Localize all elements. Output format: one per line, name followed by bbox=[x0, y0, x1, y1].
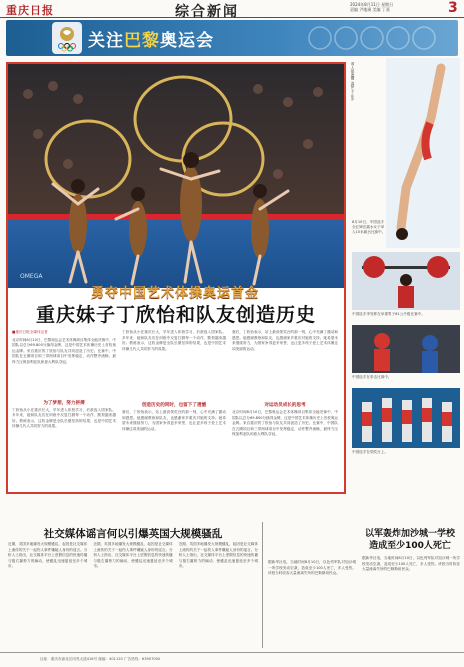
editor-line: 责编 尹地瑛 美编 丁嘉 bbox=[350, 7, 390, 12]
photo-overlay-title: 勇夺中国艺术体操奥运首金 bbox=[90, 286, 259, 301]
sidebar-caption-4: 中国选手在领奖台上。 bbox=[352, 450, 388, 454]
bottom-right-col-2: 据新华社电，当地时间8月10日，以色列军队对加沙城一所学校发动空袭，造成至少100人死亡，多人受伤。该校当时收容大量流离失所的巴勒斯坦民众。 bbox=[362, 556, 460, 572]
banner-title-prefix: 关注 bbox=[88, 31, 124, 51]
podium-photo bbox=[352, 388, 460, 448]
gymnastics-photo bbox=[8, 64, 344, 288]
lead-subhead-2: 创造历史的同时，也留下了遗憾 bbox=[141, 403, 207, 408]
lead-body-3b: 北京时间8月10日，巴黎奥运会艺术体操项目集体全能决赛中，中国队以总分69.800分摘得金牌，这是中国艺术体操历史上首枚奥运金牌。来自重庆的丁欣怡与队友共同创造了历史。比赛中，中国队在五圈项目和三带两球项目中发挥稳定，动作整齐流畅，最终力压保加利亚队和意大利队夺冠。 bbox=[232, 410, 338, 437]
lead-body-3: 赛后，丁欣怡表示，站上最高领奖台的那一刻，心中充满了激动和感恩。她感谢教练和队友，也感谢家乡重庆对她的支持。她希望未来继续努力，为国家争得更多荣誉，也让更多孩子爱上艺术体操这项美丽的运动。 bbox=[232, 330, 338, 351]
bottom-right-headline-line2: 造成至少100人死亡 bbox=[369, 541, 451, 551]
page-number: 3 bbox=[448, 0, 458, 16]
sidebar-caption-2: 中国选手李发彬在举重男子61公斤级比赛中。 bbox=[352, 312, 425, 316]
lead-body-2b: 赛后，丁欣怡表示，站上最高领奖台的那一刻，心中充满了激动和感恩。她感谢教练和队友，也感谢家乡重庆对她的支持。她希望未来继续努力，为国家争得更多荣誉，也让更多孩子爱上艺术体操这项美丽的运动。 bbox=[122, 410, 226, 431]
weightlifting-photo bbox=[352, 252, 460, 310]
lead-body-1b: 丁欣怡从小在重庆长大，早年进入体校学习，后被选入国家队。多年来，她和队友们在训练中反复打磨每一个动作，默契越来越好。教练表示，这枚金牌是全队长期坚持的结果，也是中国艺术体操几代人共同努力的成果。 bbox=[12, 407, 116, 429]
lead-byline: ■重庆日报全媒体记者 bbox=[12, 330, 48, 334]
newspaper-logo: 重庆日报 bbox=[6, 4, 54, 17]
bottom-right-col-1: 据新华社电，当地时间8月10日，以色列军队对加沙城一所学校发动空袭，造成至少100人死亡，多人受伤。该校当时收容大量流离失所的巴勒斯坦民众。 bbox=[268, 560, 356, 576]
sidebar-poem-text: 谁人欲逐鹰 追梦 不止步 bbox=[351, 62, 355, 101]
sidebar-caption-3: 中国选手在拳击比赛中。 bbox=[352, 375, 392, 379]
lead-body-1: 北京时间8月10日，巴黎奥运会艺术体操项目集体全能决赛中，中国队以总分69.800分摘得金牌，这是中国艺术体操历史上首枚奥运金牌。来自重庆的丁欣怡与队友共同创造了历史。比赛中，中国队在五圈项目和三带两球项目中发挥稳定，动作整齐流畅，最终力压保加利亚队和意大利队夺冠。 bbox=[12, 337, 116, 364]
lead-subhead-3: 对运动员成长的思考 bbox=[264, 403, 306, 408]
decorative-rings-icon bbox=[290, 24, 450, 52]
banner-title bbox=[88, 26, 214, 51]
column-divider bbox=[262, 522, 263, 648]
diving-photo bbox=[386, 58, 460, 248]
page-footer: 社址：重庆市渝北区同茂大道416号 邮编：401120 广告热线：63907000 bbox=[0, 652, 464, 667]
bottom-left-col-1: 近期，英国多地爆发大规模骚乱，起因是社交媒体上流传的关于一起伤人事件嫌疑人身份的谣言。分析人士指出，社交媒体平台上虚假信息的快速传播与极右翼势力的煽动，使骚乱迅速蔓延至多个城市。 bbox=[8, 542, 88, 569]
banner-title-highlight: 巴黎 bbox=[124, 31, 160, 51]
lead-column-3 bbox=[232, 330, 338, 490]
lead-column-2 bbox=[122, 330, 226, 490]
lead-column-1 bbox=[12, 330, 116, 490]
banner-title-suffix: 奥运会 bbox=[160, 31, 214, 51]
svg-text:OMEGA: OMEGA bbox=[20, 273, 43, 280]
bottom-right-headline bbox=[360, 528, 460, 552]
issue-date: 2024年8月11日 星期日 bbox=[350, 2, 394, 7]
boxing-photo bbox=[352, 325, 460, 373]
paris-emblem-icon bbox=[52, 22, 82, 54]
lead-headline: 重庆妹子丁欣怡和队友创造历史 bbox=[35, 304, 316, 326]
section-title: 综合新闻 bbox=[175, 4, 239, 20]
bottom-left-col-3: 近期，英国多地爆发大规模骚乱，起因是社交媒体上流传的关于一起伤人事件嫌疑人身份的谣言。分析人士指出，社交媒体平台上虚假信息的快速传播与极右翼势力的煽动，使骚乱迅速蔓延至多个城市。 bbox=[178, 542, 258, 569]
bottom-left-headline: 社交媒体谣言何以引爆英国大规模骚乱 bbox=[43, 528, 223, 540]
lead-body-2: 丁欣怡从小在重庆长大，早年进入体校学习，后被选入国家队。多年来，她和队友们在训练中反复打磨每一个动作，默契越来越好。教练表示，这枚金牌是全队长期坚持的结果，也是中国艺术体操几代人共同努力的成果。 bbox=[122, 330, 226, 351]
lead-subhead-1: 为了梦想，努力拼搏 bbox=[43, 400, 85, 406]
sidebar-caption-1: 8月10日，中国选手全红婵在跳水女子单人10米跳台比赛中。 bbox=[352, 220, 386, 234]
date-info bbox=[350, 2, 440, 12]
bottom-left-body bbox=[8, 542, 258, 648]
bottom-right-headline-line1: 以军轰炸加沙城一学校 bbox=[364, 529, 455, 539]
bottom-left-col-2: 近期，英国多地爆发大规模骚乱，起因是社交媒体上流传的关于一起伤人事件嫌疑人身份的谣言。分析人士指出，社交媒体平台上虚假信息的快速传播与极右翼势力的煽动，使骚乱迅速蔓延至多个城市。 bbox=[93, 542, 173, 569]
